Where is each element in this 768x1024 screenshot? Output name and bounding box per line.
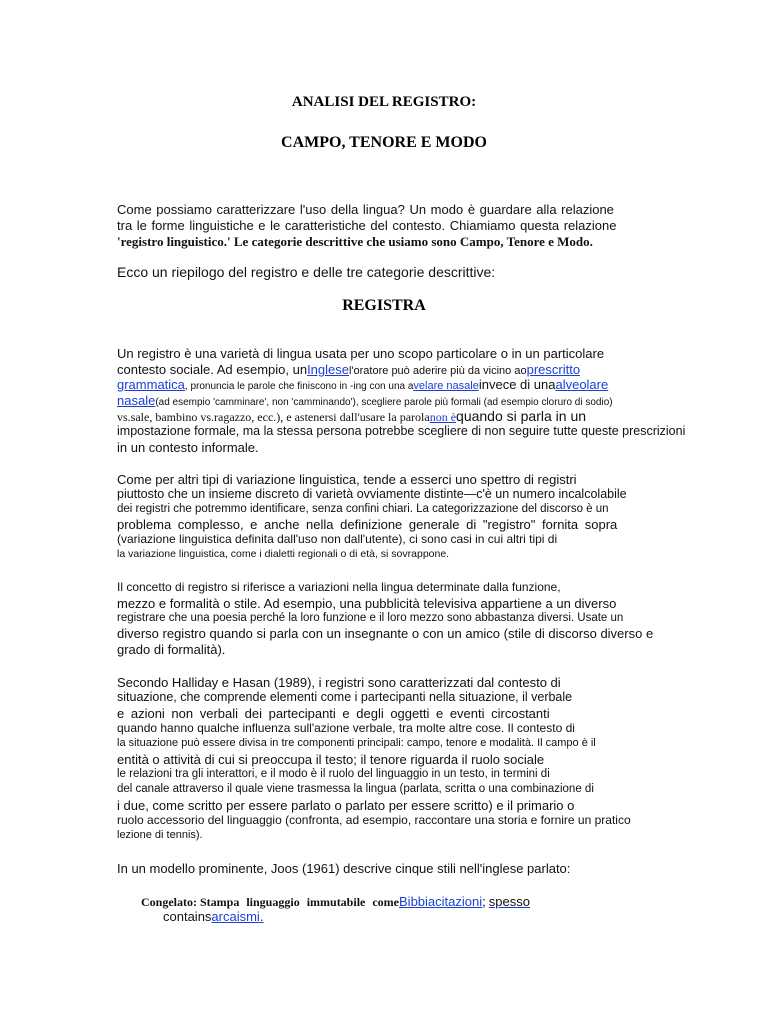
intro-line-bold: 'registro linguistico.' Le categorie descrittive che usiamo sono Campo, Tenore e Modo. — [117, 234, 593, 249]
document-title: ANALISI DEL REGISTRO: — [291, 94, 477, 110]
intro-line: Come possiamo caratterizzare l'uso della lingua? Un modo è guardare alla relazione — [117, 202, 614, 217]
p2-line: problema complesso, e anche nella definizione generale di "registro" fornita sopra — [117, 517, 618, 532]
p4-line: del canale attraverso il quale viene trasmessa la lingua (parlata, scritta o una combinazione di — [117, 783, 594, 795]
p1-line — [117, 377, 608, 394]
link-arcaismi[interactable]: arcaismi. — [211, 909, 264, 924]
text-run: (ad esempio 'camminare', non 'camminando'), scegliere parole più formali (ad esempio cloruro di sodio) — [155, 397, 613, 408]
p1-line — [117, 409, 586, 425]
p5-line: In un modello prominente, Joos (1961) descrive cinque stili nell'inglese parlato: — [117, 861, 571, 876]
p4-line: la situazione può essere divisa in tre componenti principali: campo, tenore e modalità. Il campo è il — [117, 737, 596, 749]
link-nasale[interactable]: nasale — [117, 393, 156, 408]
link-grammatica[interactable]: grammatica — [117, 377, 185, 392]
link-alveolare[interactable]: alveolare — [555, 377, 609, 392]
bullet-label: Congelato: — [141, 895, 197, 909]
bullet-item — [141, 894, 530, 910]
bullet-item-continued — [163, 909, 263, 924]
intro-summary: Ecco un riepilogo del registro e delle tre categorie descrittive: — [117, 264, 496, 280]
text-run: quando si parla in un — [456, 408, 587, 424]
p2-line: piuttosto che un insieme discreto di varietà ovviamente distinte—c'è un numero incalcolabile — [117, 487, 627, 501]
link-velare-nasale[interactable]: velare nasale — [413, 380, 479, 392]
p1-line: Un registro è una varietà di lingua usata per uno scopo particolare o in un particolare — [117, 346, 605, 361]
p4-line: quando hanno qualche influenza sull'azione verbale, tra molte altre cose. Il contesto di — [117, 721, 575, 735]
link-non-e[interactable]: non è — [429, 410, 457, 424]
p3-line: diverso registro quando si parla con un insegnante o con un amico (stile di discorso diverso e — [117, 626, 654, 641]
p4-line: situazione, che comprende elementi come i partecipanti nella situazione, il verbale — [117, 690, 573, 704]
p1-line: impostazione formale, ma la stessa persona potrebbe scegliere di non seguire tutte queste prescrizioni — [117, 424, 686, 438]
link-inglese[interactable]: Inglese — [307, 362, 349, 377]
text-run: invece di una — [478, 377, 556, 392]
p4-line: le relazioni tra gli interattori, e il modo è il ruolo del linguaggio in un testo, in termini di — [117, 768, 550, 780]
text-run: contains — [163, 909, 212, 924]
document-subtitle: CAMPO, TENORE E MODO — [281, 134, 487, 151]
p4-line: entità o attività di cui si preoccupa il testo; il tenore riguarda il ruolo sociale — [117, 752, 545, 767]
p2-line: dei registri che potremmo identificare, senza confini chiari. La categorizzazione del discorso è un — [117, 503, 609, 515]
text-run: ; — [482, 894, 486, 909]
link-bibbia[interactable]: Bibbia — [399, 894, 436, 909]
link-spesso[interactable]: spesso — [488, 894, 530, 909]
intro-line: tra le forme linguistiche e le caratteristiche del contesto. Chiamiamo questa relazione — [117, 218, 617, 233]
p4-line: e azioni non verbali dei partecipanti e degli oggetti e eventi circostanti — [117, 706, 550, 721]
p2-line: la variazione linguistica, come i dialetti regionali o di età, si sovrappone. — [117, 548, 450, 560]
section-heading: REGISTRA — [342, 297, 426, 314]
text-run: , pronuncia le parole che finiscono in -ing con una a — [184, 381, 414, 392]
p1-line: in un contesto informale. — [117, 440, 259, 455]
p3-line: mezzo e formalità o stile. Ad esempio, una pubblicità televisiva appartiene a un diverso — [117, 596, 617, 611]
p4-line: i due, come scritto per essere parlato o parlato per essere scritto) e il primario o — [117, 798, 575, 813]
p3-line: Il concetto di registro si riferisce a variazioni nella lingua determinate dalla funzione, — [117, 580, 561, 594]
p4-line: Secondo Halliday e Hasan (1989), i registri sono caratterizzati dal contesto di — [117, 675, 561, 690]
bullet-text: Stampa linguaggio immutabile come — [200, 895, 400, 909]
p2-line: (variazione linguistica definita dall'uso non dall'utente), ci sono casi in cui altri tipi di — [117, 532, 558, 546]
text-run: vs.sale, bambino vs.ragazzo, ecc.), e astenersi dall'usare la parola — [117, 410, 430, 424]
p4-line: lezione di tennis). — [117, 829, 203, 841]
p3-line: grado di formalità). — [117, 642, 226, 657]
p3-line: registrare che una poesia perché la loro funzione e il loro mezzo sono abbastanza diversi. Usate un — [117, 612, 624, 624]
p2-line: Come per altri tipi di variazione linguistica, tende a esserci uno spettro di registri — [117, 472, 577, 487]
link-citazioni[interactable]: citazioni — [435, 894, 483, 909]
text-run: l'oratore può aderire più da vicino ao — [348, 365, 527, 377]
link-prescritto[interactable]: prescritto — [526, 362, 581, 377]
text-run: contesto sociale. Ad esempio, un — [117, 362, 308, 377]
p4-line: ruolo accessorio del linguaggio (confronta, ad esempio, raccontare una storia e fornire un pratico — [117, 813, 631, 827]
